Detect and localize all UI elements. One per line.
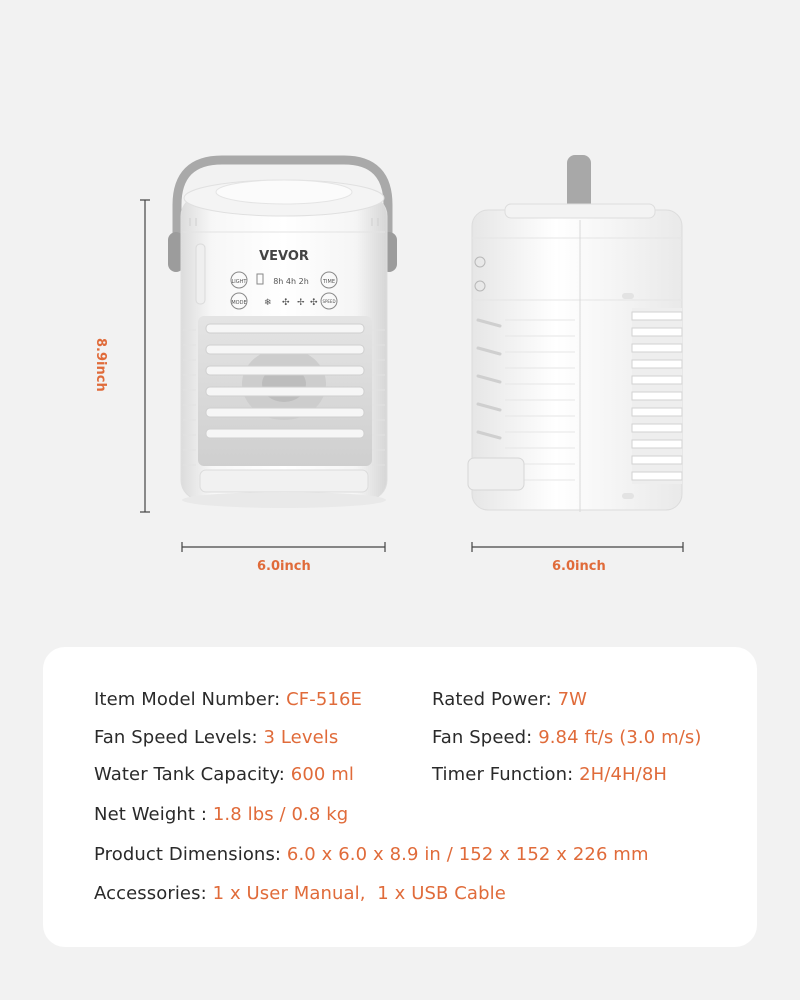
spec-fan-speed — [432, 727, 702, 748]
spec-speed-levels — [94, 727, 338, 748]
svg-text:✣: ✣ — [282, 298, 290, 308]
spec-label: Rated Power: — [432, 689, 558, 710]
spec-model — [94, 689, 362, 710]
spec-value: 6.0 x 6.0 x 8.9 in / 152 x 152 x 226 mm — [286, 844, 649, 865]
spec-value: 600 ml — [290, 764, 354, 785]
spec-value: 1 x User Manual, 1 x USB Cable — [212, 883, 506, 904]
svg-text:8h 4h 2h: 8h 4h 2h — [273, 277, 309, 286]
spec-label: Net Weight : — [94, 804, 213, 825]
svg-text:✢: ✢ — [297, 298, 305, 308]
spec-label: Fan Speed: — [432, 727, 539, 748]
spec-value: 2H/4H/8H — [579, 764, 668, 785]
spec-label: Timer Function: — [432, 764, 580, 785]
height-dimension-label: 8.9inch — [93, 338, 108, 392]
spec-value: 3 Levels — [263, 727, 339, 748]
spec-net-weight — [94, 804, 348, 825]
svg-text:MODE: MODE — [231, 300, 247, 306]
spec-water-tank — [94, 764, 354, 785]
spec-timer — [432, 764, 667, 785]
spec-value: CF-516E — [286, 689, 362, 710]
specifications-card — [43, 647, 757, 947]
spec-label: Product Dimensions: — [94, 844, 287, 865]
spec-power — [432, 689, 587, 710]
spec-label: Fan Speed Levels: — [94, 727, 264, 748]
spec-accessories — [94, 883, 506, 904]
spec-value: 7W — [557, 689, 588, 710]
spec-value: 1.8 lbs / 0.8 kg — [212, 804, 349, 825]
svg-text:SPEED: SPEED — [322, 299, 336, 304]
svg-text:✣: ✣ — [310, 298, 318, 308]
svg-text:TIME: TIME — [322, 279, 336, 285]
side-width-dimension-label: 6.0inch — [552, 559, 606, 574]
spec-label: Accessories: — [94, 883, 213, 904]
spec-value: 9.84 ft/s (3.0 m/s) — [538, 727, 702, 748]
front-width-dimension-label: 6.0inch — [257, 559, 311, 574]
svg-text:LIGHT: LIGHT — [231, 279, 247, 285]
brand-logo: VEVOR — [259, 249, 309, 264]
svg-text:❄: ❄ — [264, 298, 272, 308]
spec-product-dimensions — [94, 844, 649, 865]
spec-label: Item Model Number: — [94, 689, 287, 710]
spec-label: Water Tank Capacity: — [94, 764, 291, 785]
